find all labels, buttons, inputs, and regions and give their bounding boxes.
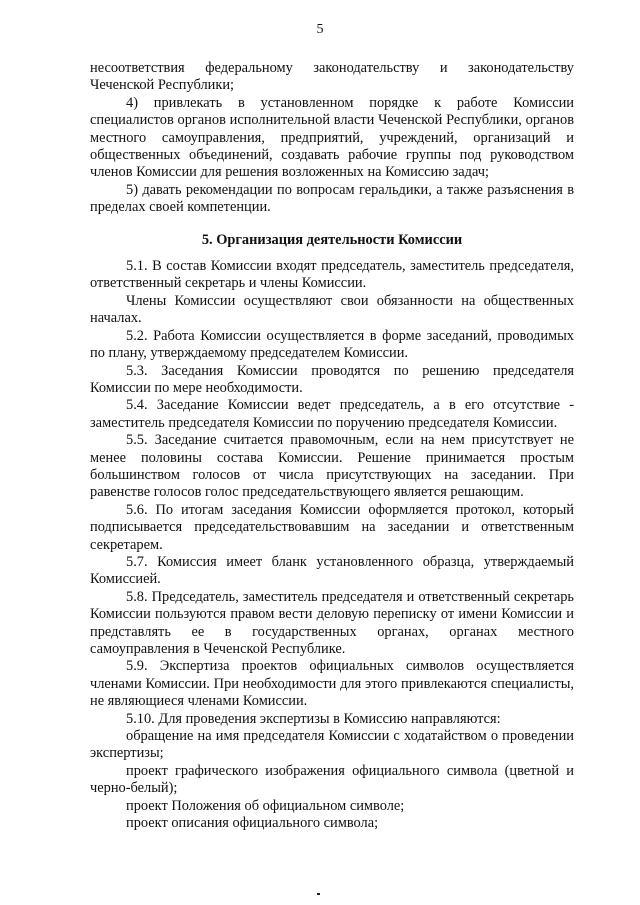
paragraph: 5.3. Заседания Комиссии проводятся по решению председателя Комиссии по мере необходимости. (90, 362, 574, 396)
paragraph: проект описания официального символа; (126, 815, 379, 832)
paragraph: проект графического изображения официального символа (цветной и черно-белый); (90, 762, 574, 797)
paragraph: 5.6. По итогам заседания Комиссии оформляется протокол, который подписывается председательствовавшим на заседании и ответственным секретарем. (90, 501, 574, 553)
paragraphs-before-heading (90, 60, 574, 217)
paragraph: обращение на имя председателя Комиссии с ходатайством о проведении экспертизы; (90, 728, 574, 762)
paragraph: 5.10. Для проведения экспертизы в Комиссию направляются: (126, 710, 501, 727)
paragraph: 5.8. Председатель, заместитель председателя и ответственный секретарь Комиссии пользуются правом вести деловую переписку от имени Комиссии и представлять ее в государственных органах, органах местного самоуправления в Чеченской Республике. (90, 588, 574, 657)
section-heading: 5. Организация деятельности Комиссии (201, 231, 463, 248)
paragraph: несоответствия федеральному законодательству и законодательству Чеченской Республики; (90, 60, 574, 94)
paragraph: 5.7. Комиссия имеет бланк установленного образца, утверждаемый Комиссией. (90, 553, 574, 588)
document-body (90, 60, 574, 832)
paragraph: Члены Комиссии осуществляют свои обязанности на общественных началах. (90, 292, 574, 327)
scan-mark (317, 893, 320, 895)
paragraph: 5.2. Работа Комиссии осуществляется в форме заседаний, проводимых по плану, утверждаемому председателем Комиссии. (90, 327, 574, 362)
paragraph: 5.5. Заседание считается правомочным, если на нем присутствует не менее половины состава Комиссии. Решение принимается простым большинством голосов от числа присутствующих на заседании. При равенстве голосов голос председательствующего является решающим. (90, 432, 574, 501)
paragraph: 4) привлекать в установленном порядке к работе Комиссии специалистов органов исполнительной власти Чеченской Республики, органов местного самоуправления, предприятий, учреждений, организаций и общественных объединений, создавать рабочие группы под руководством членов Комиссии для решения возложенных на Комиссию задач; (90, 94, 574, 181)
paragraph: 5.1. В состав Комиссии входят председатель, заместитель председателя, ответственный секретарь и члены Комиссии. (90, 258, 574, 292)
paragraph: проект Положения об официальном символе; (126, 797, 405, 814)
paragraphs-after-heading (90, 258, 574, 832)
paragraph: 5.4. Заседание Комиссии ведет председатель, а в его отсутствие - заместитель председателя Комиссии по поручению председателя Комиссии. (90, 397, 574, 431)
paragraph: 5.9. Экспертиза проектов официальных символов осуществляется членами Комиссии. При необходимости для этого привлекаются специалисты, не являющиеся членами Комиссии. (90, 658, 574, 710)
page-number: 5 (316, 22, 324, 37)
paragraph: 5) давать рекомендации по вопросам геральдики, а также разъяснения в пределах своей компетенции. (90, 181, 574, 216)
